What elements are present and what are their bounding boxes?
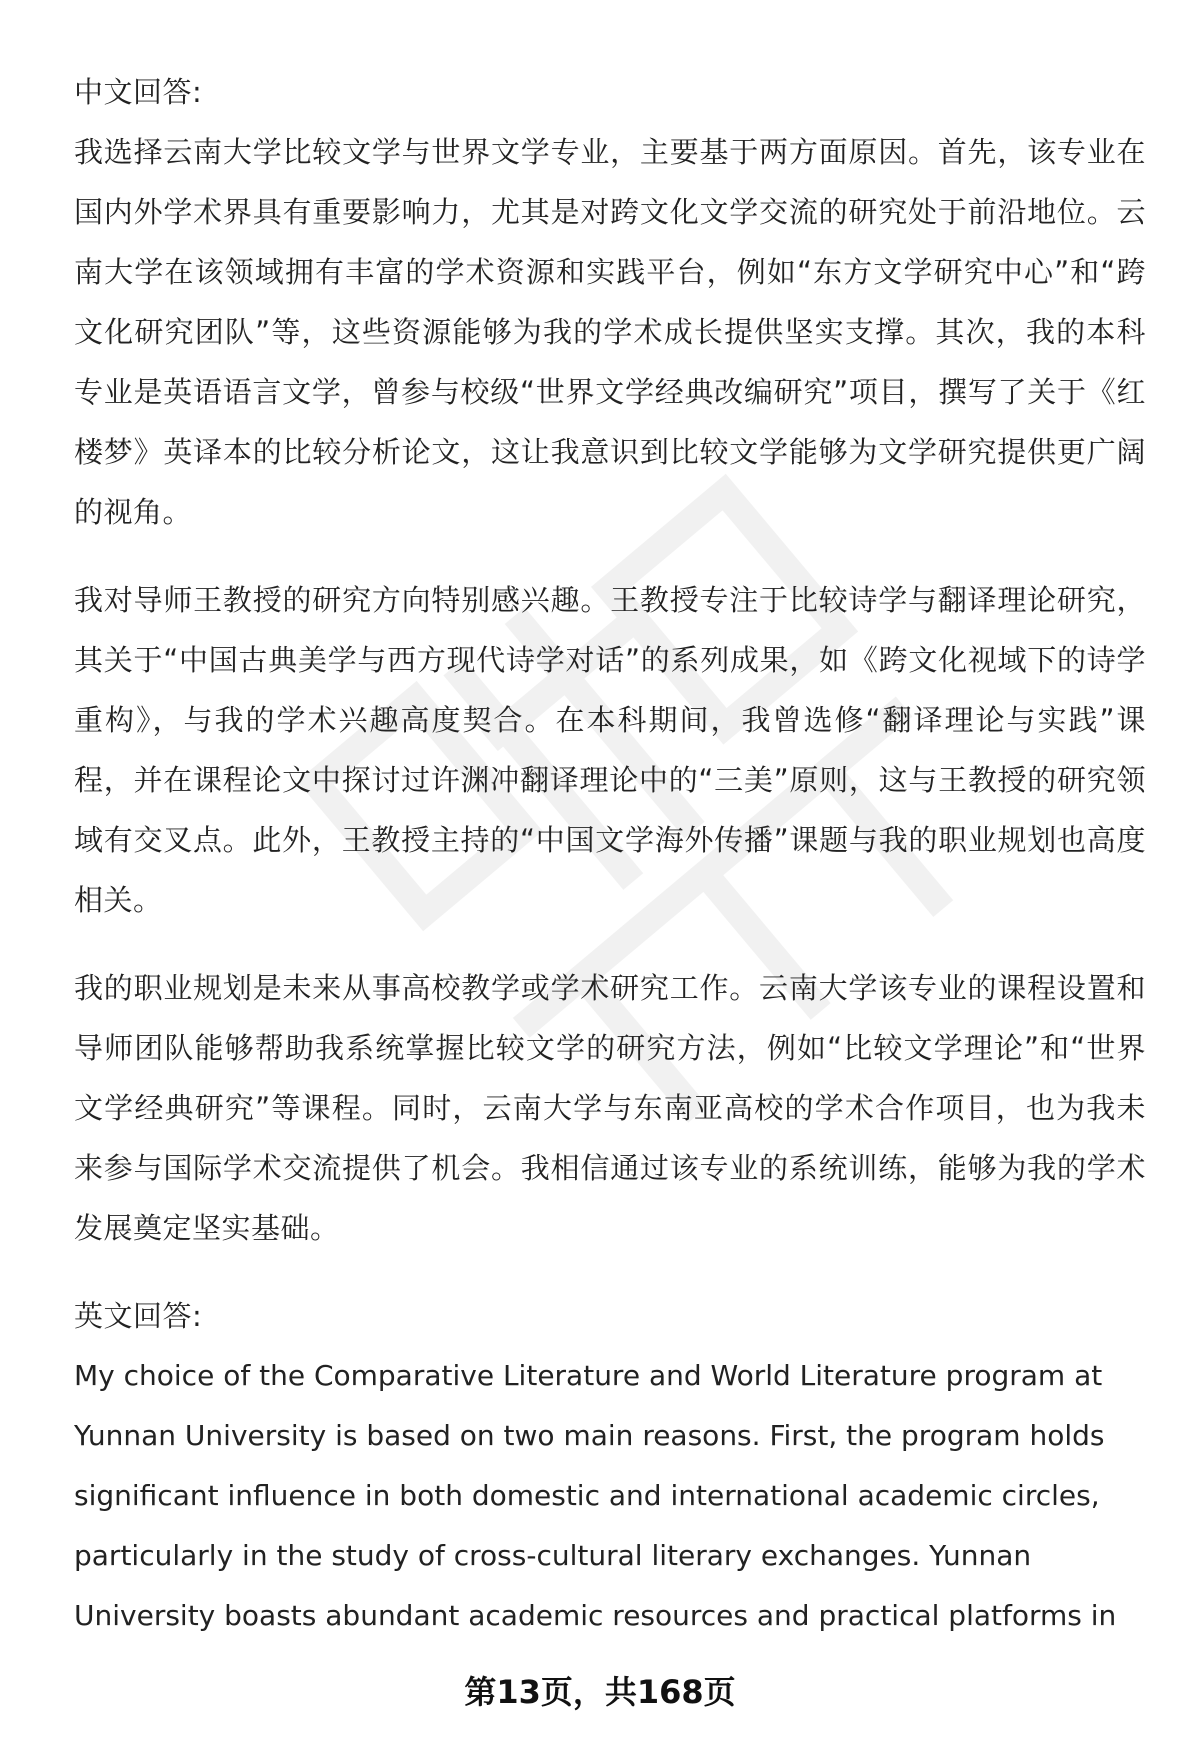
english-paragraph: My choice of the Comparative Literature and World Literature program at Yunnan University is based on two main reasons. First, the program holds significant influence in both domestic and international academic circles, particularly in the study of cross-cultural literary exchanges. Yunnan University boasts abundant academic resources and practical platforms in	[74, 1359, 1117, 1632]
chinese-paragraph-3: 我的职业规划是未来从事高校教学或学术研究工作。云南大学该专业的课程设置和导师团队能够帮助我系统掌握比较文学的研究方法，例如“比较文学理论”和“世界文学经典研究”等课程。同时，云南大学与东南亚高校的学术合作项目，也为我未来参与国际学术交流提供了机会。我相信通过该专业的系统训练，能够为我的学术发展奠定坚实基础。	[74, 971, 1146, 1245]
chinese-answer-label: 中文回答:	[74, 75, 203, 109]
english-answer-label: 英文回答:	[74, 1299, 203, 1333]
chinese-paragraph-2: 我对导师王教授的研究方向特别感兴趣。王教授专注于比较诗学与翻译理论研究，其关于“中国古典美学与西方现代诗学对话”的系列成果，如《跨文化视域下的诗学重构》，与我的学术兴趣高度契合。在本科期间，我曾选修“翻译理论与实践”课程，并在课程论文中探讨过许渊冲翻译理论中的“三美”原则，这与王教授的研究领域有交叉点。此外，王教授主持的“中国文学海外传播”课题与我的职业规划也高度相关。	[74, 583, 1146, 917]
chinese-paragraph-1: 我选择云南大学比较文学与世界文学专业，主要基于两方面原因。首先，该专业在国内外学术界具有重要影响力，尤其是对跨文化文学交流的研究处于前沿地位。云南大学在该领域拥有丰富的学术资源和实践平台，例如“东方文学研究中心”和“跨文化研究团队”等，这些资源能够为我的学术成长提供坚实支撑。其次，我的本科专业是英语语言文学，曾参与校级“世界文学经典改编研究”项目，撰写了关于《红楼梦》英译本的比较分析论文，这让我意识到比较文学能够为文学研究提供更广阔的视角。	[74, 135, 1146, 529]
page-number: 第13页，共168页	[464, 1673, 736, 1711]
document-body	[74, 62, 1146, 1646]
